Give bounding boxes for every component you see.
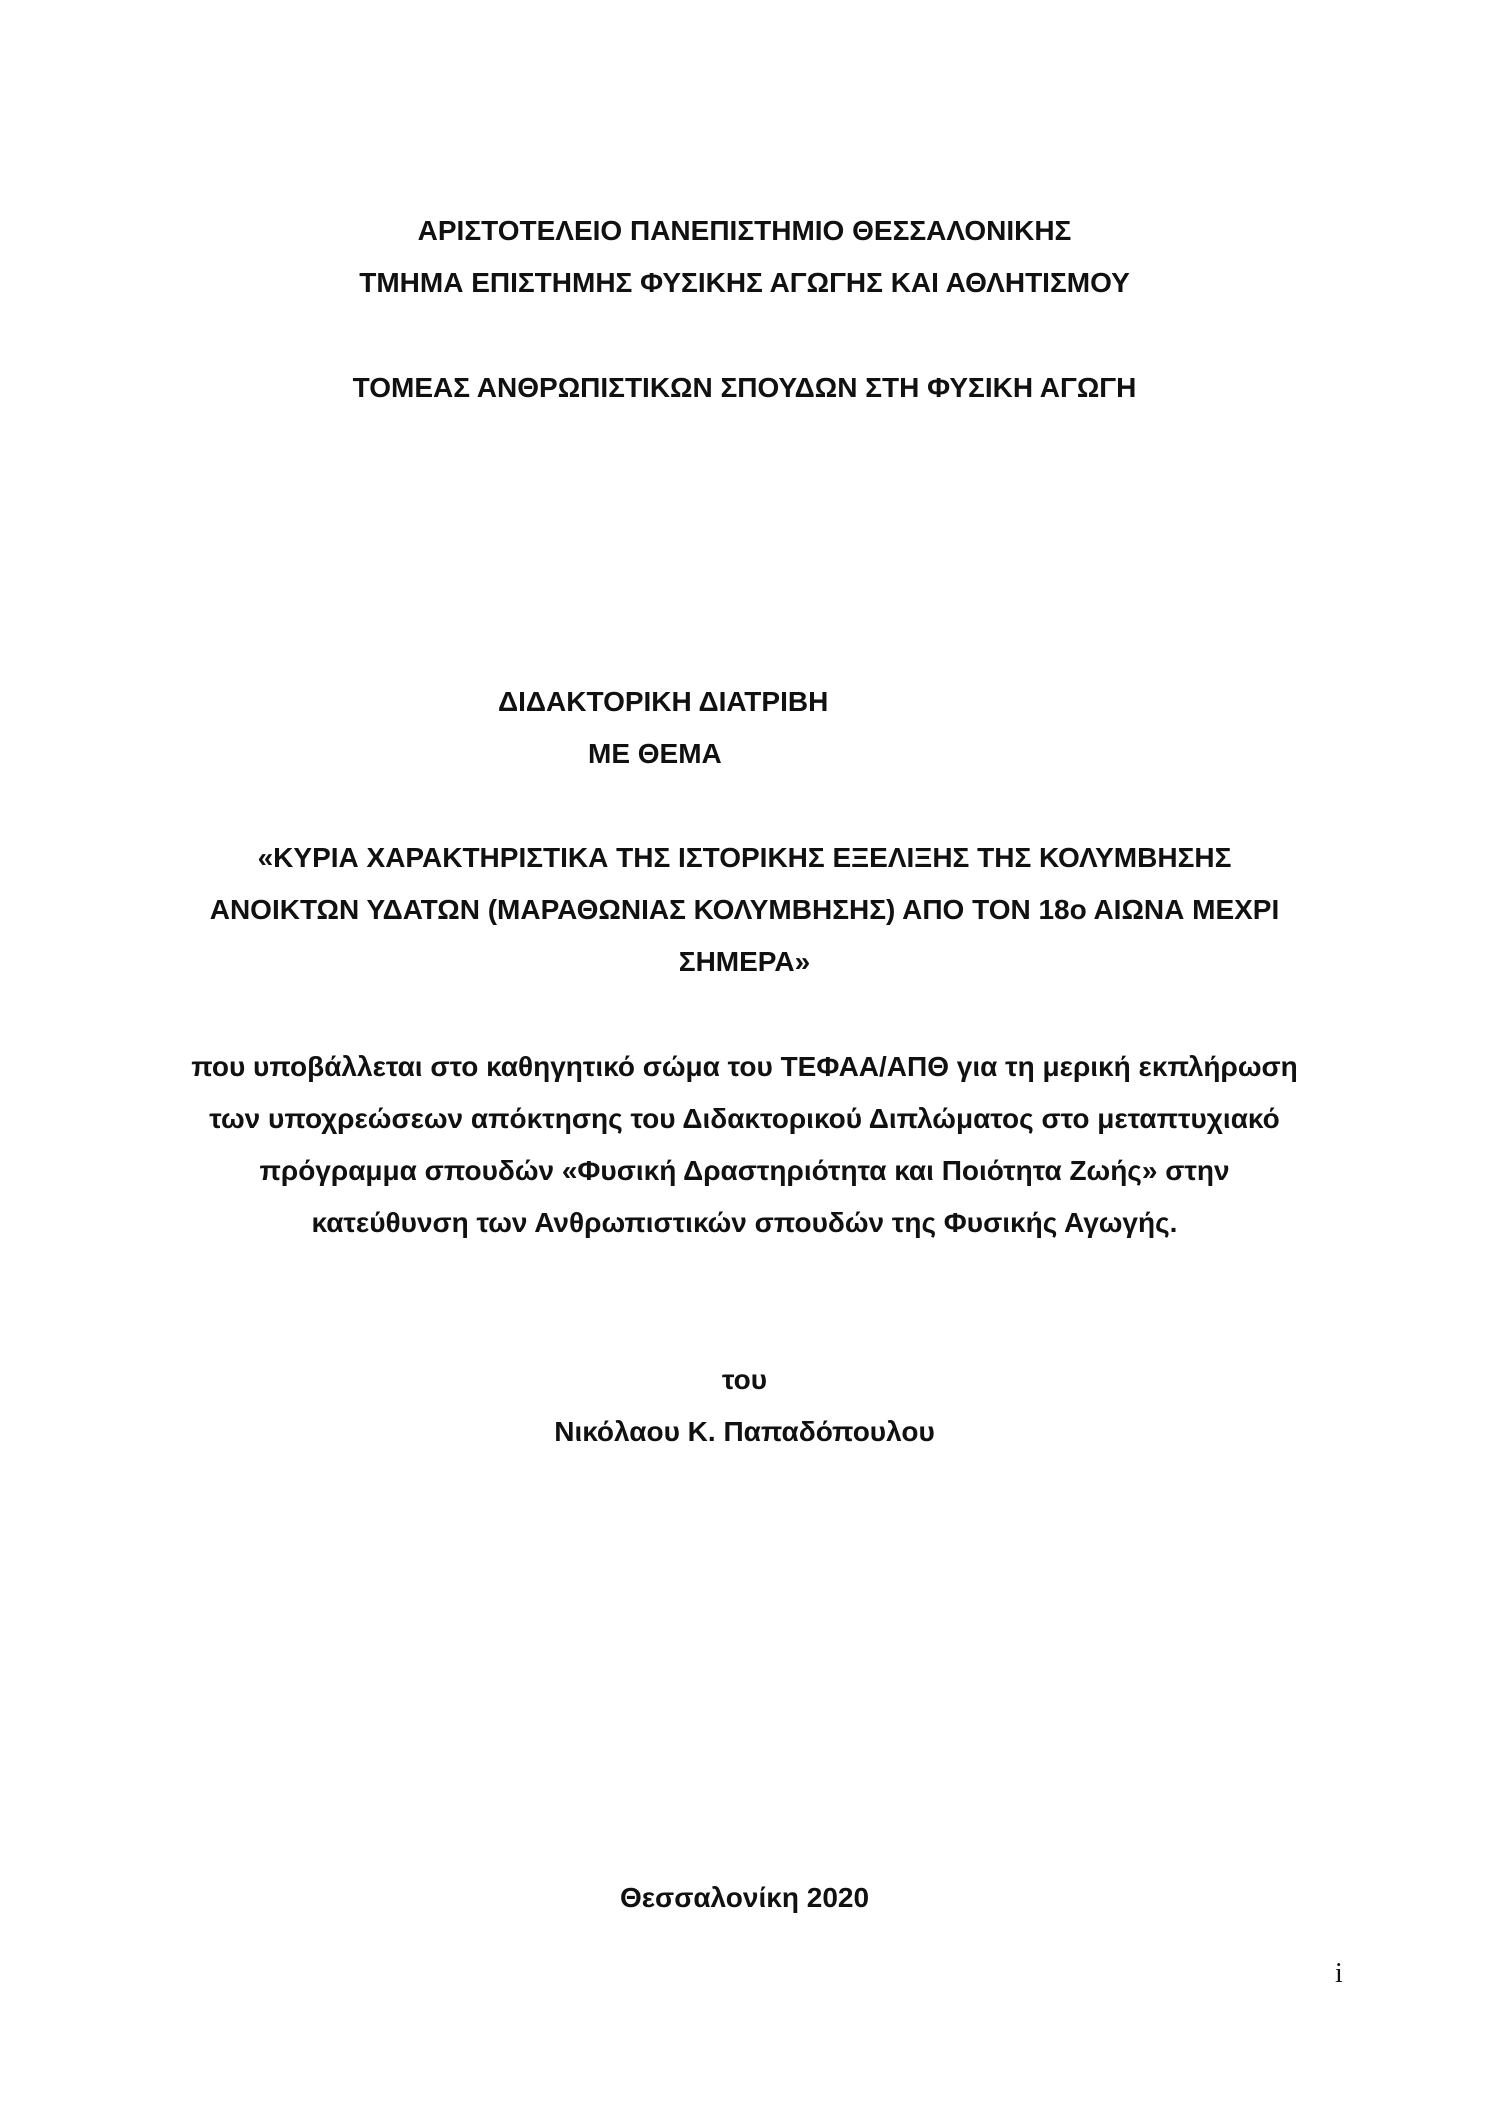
thesis-title-line-1: «ΚΥΡΙΑ ΧΑΡΑΚΤΗΡΙΣΤΙΚΑ ΤΗΣ ΙΣΤΟΡΙΚΗΣ ΕΞΕΛΙΞΗΣ ΤΗΣ ΚΟΛΥΜΒΗΣΗΣ bbox=[257, 842, 1232, 873]
author-prefix: του bbox=[721, 1364, 768, 1395]
author-name: Νικόλαου Κ. Παπαδόπουλου bbox=[554, 1416, 935, 1447]
submission-line-4: κατεύθυνση των Ανθρωπιστικών σπουδών της Φυσικής Αγωγής. bbox=[311, 1207, 1178, 1238]
page-number: i bbox=[1335, 1958, 1343, 1989]
submission-line-2: των υποχρεώσεων απόκτησης του Διδακτορικού Διπλώματος στο μεταπτυχιακό bbox=[209, 1103, 1280, 1134]
thesis-type: ΔΙΔΑΚΤΟΡΙΚΗ ΔΙΑΤΡΙΒΗ bbox=[498, 686, 829, 717]
submission-line-3: πρόγραμμα σπουδών «Φυσική Δραστηριότητα και Ποιότητα Ζωής» στην bbox=[259, 1155, 1230, 1186]
thesis-title-line-3: ΣΗΜΕΡΑ» bbox=[678, 946, 811, 977]
thesis-title-line-2: ΑΝΟΙΚΤΩΝ ΥΔΑΤΩΝ (ΜΑΡΑΘΩΝΙΑΣ ΚΟΛΥΜΒΗΣΗΣ) ΑΠΟ ΤΟΝ 18ο ΑΙΩΝΑ ΜΕΧΡΙ bbox=[209, 894, 1280, 925]
subject-label: ΜΕ ΘΕΜΑ bbox=[588, 738, 722, 769]
department-name: ΤΜΗΜΑ ΕΠΙΣΤΗΜΗΣ ΦΥΣΙΚΗΣ ΑΓΩΓΗΣ ΚΑΙ ΑΘΛΗΤΙΣΜΟΥ bbox=[359, 267, 1130, 298]
submission-line-1: που υποβάλλεται στο καθηγητικό σώμα του ΤΕΦΑΑ/ΑΠΘ για τη μερική εκπλήρωση bbox=[191, 1051, 1298, 1082]
sector-name: ΤΟΜΕΑΣ ΑΝΘΡΩΠΙΣΤΙΚΩΝ ΣΠΟΥΔΩΝ ΣΤΗ ΦΥΣΙΚΗ ΑΓΩΓΗ bbox=[352, 372, 1137, 403]
university-name: ΑΡΙΣΤΟΤΕΛΕΙΟ ΠΑΝΕΠΙΣΤΗΜΙΟ ΘΕΣΣΑΛΟΝΙΚΗΣ bbox=[417, 215, 1072, 246]
place-and-year: Θεσσαλονίκη 2020 bbox=[619, 1882, 870, 1913]
